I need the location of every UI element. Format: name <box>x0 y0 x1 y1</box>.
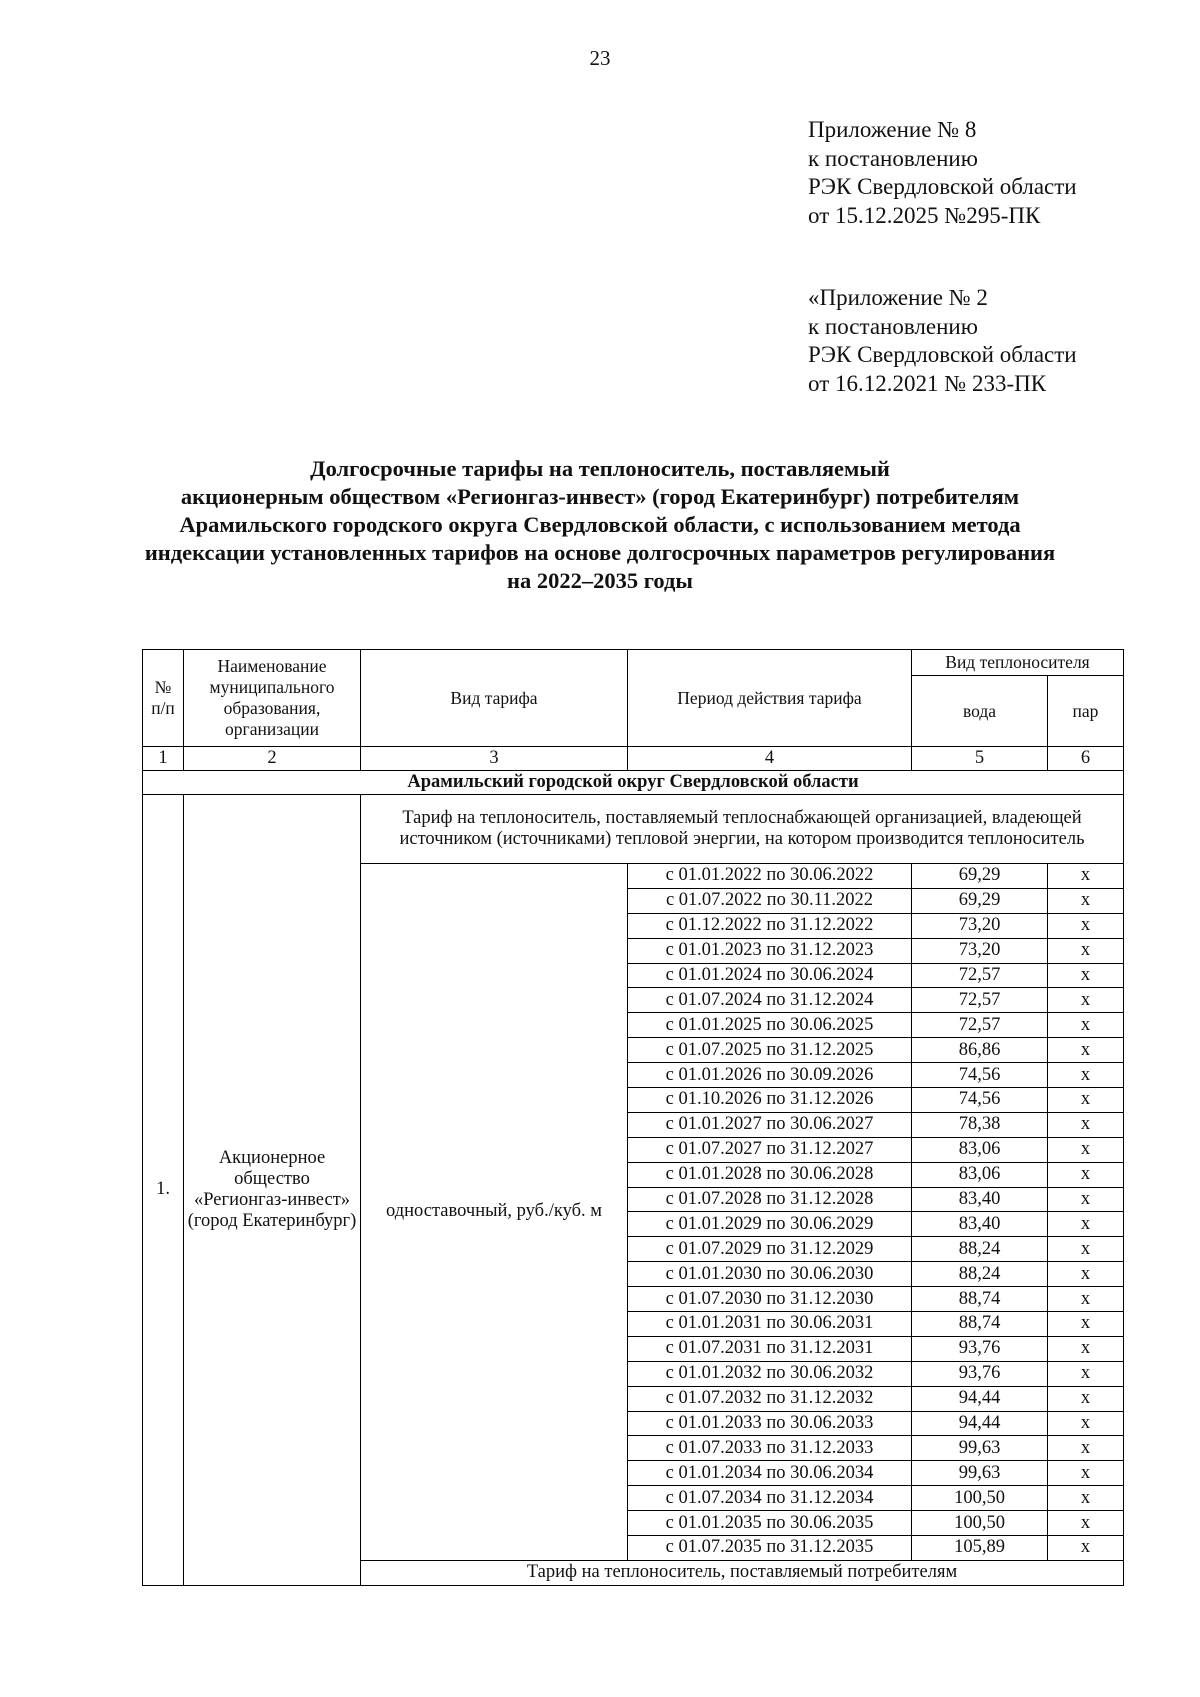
period-cell: с 01.12.2022 по 31.12.2022 <box>628 913 912 938</box>
period-cell: с 01.01.2033 по 30.06.2033 <box>628 1411 912 1436</box>
period-cell: с 01.07.2028 по 31.12.2028 <box>628 1187 912 1212</box>
water-cell: 88,24 <box>912 1262 1048 1287</box>
water-cell: 88,74 <box>912 1287 1048 1312</box>
section-row <box>143 771 1124 795</box>
water-cell: 83,40 <box>912 1212 1048 1237</box>
water-cell: 73,20 <box>912 938 1048 963</box>
period-cell: с 01.07.2032 по 31.12.2032 <box>628 1386 912 1411</box>
header-name: Наименование муниципального образования, организации <box>184 650 361 747</box>
period-cell: с 01.01.2025 по 30.06.2025 <box>628 1013 912 1038</box>
title-line: Долгосрочные тарифы на теплоноситель, поставляемый <box>310 456 890 481</box>
water-cell: 94,44 <box>912 1411 1048 1436</box>
header-tariff-type: Вид тарифа <box>361 650 628 747</box>
water-cell: 74,56 <box>912 1063 1048 1088</box>
water-cell: 83,06 <box>912 1137 1048 1162</box>
appendix-line: от 15.12.2025 №295-ПК <box>808 202 1041 228</box>
steam-cell: х <box>1048 1536 1124 1561</box>
steam-cell: х <box>1048 1013 1124 1038</box>
steam-cell: х <box>1048 963 1124 988</box>
steam-cell: х <box>1048 1361 1124 1386</box>
appendix-reference-new <box>808 116 1077 230</box>
tariff-table <box>142 649 1124 1586</box>
period-cell: с 01.01.2024 по 30.06.2024 <box>628 963 912 988</box>
period-cell: с 01.01.2030 по 30.06.2030 <box>628 1262 912 1287</box>
steam-cell: х <box>1048 1187 1124 1212</box>
period-cell: с 01.01.2029 по 30.06.2029 <box>628 1212 912 1237</box>
steam-cell: х <box>1048 1336 1124 1361</box>
tariff-type-cell: одноставочный, руб./куб. м <box>361 864 628 1561</box>
header-period: Период действия тарифа <box>628 650 912 747</box>
header-num: № п/п <box>143 650 184 747</box>
period-cell: с 01.07.2027 по 31.12.2027 <box>628 1137 912 1162</box>
period-cell: с 01.07.2033 по 31.12.2033 <box>628 1436 912 1461</box>
water-cell: 88,74 <box>912 1312 1048 1337</box>
column-number: 1 <box>143 747 184 771</box>
steam-cell: х <box>1048 1112 1124 1137</box>
steam-cell: х <box>1048 1162 1124 1187</box>
header-steam: пар <box>1048 676 1124 747</box>
water-cell: 99,63 <box>912 1461 1048 1486</box>
water-cell: 100,50 <box>912 1511 1048 1536</box>
title-line: индексации установленных тарифов на основе долгосрочных параметров регулирования <box>144 540 1056 565</box>
steam-cell: х <box>1048 1436 1124 1461</box>
water-cell: 72,57 <box>912 963 1048 988</box>
water-cell: 83,40 <box>912 1187 1048 1212</box>
tariff-group-title: Тариф на теплоноситель, поставляемый потребителям <box>361 1560 1124 1585</box>
period-cell: с 01.01.2027 по 30.06.2027 <box>628 1112 912 1137</box>
period-cell: с 01.07.2025 по 31.12.2025 <box>628 1038 912 1063</box>
water-cell: 100,50 <box>912 1486 1048 1511</box>
steam-cell: х <box>1048 1063 1124 1088</box>
header-carrier: Вид теплоносителя <box>912 650 1124 676</box>
period-cell: с 01.01.2031 по 30.06.2031 <box>628 1312 912 1337</box>
column-number: 6 <box>1048 747 1124 771</box>
steam-cell: х <box>1048 1411 1124 1436</box>
period-cell: с 01.07.2035 по 31.12.2035 <box>628 1536 912 1561</box>
water-cell: 93,76 <box>912 1361 1048 1386</box>
water-cell: 72,57 <box>912 988 1048 1013</box>
water-cell: 73,20 <box>912 913 1048 938</box>
column-number: 4 <box>628 747 912 771</box>
period-cell: с 01.01.2035 по 30.06.2035 <box>628 1511 912 1536</box>
steam-cell: х <box>1048 1237 1124 1262</box>
period-cell: с 01.07.2031 по 31.12.2031 <box>628 1336 912 1361</box>
steam-cell: х <box>1048 1088 1124 1113</box>
steam-cell: х <box>1048 1461 1124 1486</box>
document-title <box>100 455 1100 595</box>
period-cell: с 01.10.2026 по 31.12.2026 <box>628 1088 912 1113</box>
title-line: на 2022–2035 годы <box>507 568 693 593</box>
period-cell: с 01.07.2022 по 30.11.2022 <box>628 888 912 913</box>
water-cell: 88,24 <box>912 1237 1048 1262</box>
group-row <box>143 795 1124 864</box>
water-cell: 69,29 <box>912 864 1048 889</box>
title-line: Арамильского городского округа Свердловской области, с использованием метода <box>179 512 1021 537</box>
column-number-row <box>143 747 1124 771</box>
appendix-line: РЭК Свердловской области <box>808 174 1077 199</box>
tariff-group-title: Тариф на теплоноситель, поставляемый теплоснабжающей организацией, владеющей источником (источниками) тепловой энергии, на котором производится теплоноситель <box>361 795 1124 864</box>
steam-cell: х <box>1048 1262 1124 1287</box>
org-name: Акционерное общество «Регионгаз-инвест» (город Екатеринбург) <box>184 795 361 1586</box>
title-line: акционерным обществом «Регионгаз-инвест» (город Екатеринбург) потребителям <box>180 484 1020 509</box>
appendix-line: к постановлению <box>808 145 978 171</box>
steam-cell: х <box>1048 938 1124 963</box>
header-row <box>143 650 1124 676</box>
steam-cell: х <box>1048 864 1124 889</box>
appendix-line: «Приложение № 2 <box>808 285 988 310</box>
water-cell: 105,89 <box>912 1536 1048 1561</box>
appendix-line: РЭК Свердловской области <box>808 342 1077 367</box>
period-cell: с 01.07.2034 по 31.12.2034 <box>628 1486 912 1511</box>
column-number: 3 <box>361 747 628 771</box>
period-cell: с 01.01.2028 по 30.06.2028 <box>628 1162 912 1187</box>
steam-cell: х <box>1048 913 1124 938</box>
steam-cell: х <box>1048 1486 1124 1511</box>
period-cell: с 01.01.2032 по 30.06.2032 <box>628 1361 912 1386</box>
period-cell: с 01.01.2022 по 30.06.2022 <box>628 864 912 889</box>
period-cell: с 01.07.2024 по 31.12.2024 <box>628 988 912 1013</box>
water-cell: 86,86 <box>912 1038 1048 1063</box>
appendix-reference-old <box>808 284 1077 398</box>
steam-cell: х <box>1048 988 1124 1013</box>
water-cell: 83,06 <box>912 1162 1048 1187</box>
period-cell: с 01.07.2029 по 31.12.2029 <box>628 1237 912 1262</box>
steam-cell: х <box>1048 1038 1124 1063</box>
appendix-line: к постановлению <box>808 313 978 339</box>
header-water: вода <box>912 676 1048 747</box>
section-title: Арамильский городской округ Свердловской области <box>143 771 1124 795</box>
steam-cell: х <box>1048 1137 1124 1162</box>
water-cell: 78,38 <box>912 1112 1048 1137</box>
water-cell: 69,29 <box>912 888 1048 913</box>
water-cell: 99,63 <box>912 1436 1048 1461</box>
water-cell: 74,56 <box>912 1088 1048 1113</box>
column-number: 5 <box>912 747 1048 771</box>
steam-cell: х <box>1048 1212 1124 1237</box>
org-number: 1. <box>143 795 184 1586</box>
steam-cell: х <box>1048 1287 1124 1312</box>
steam-cell: х <box>1048 1312 1124 1337</box>
water-cell: 94,44 <box>912 1386 1048 1411</box>
steam-cell: х <box>1048 1386 1124 1411</box>
steam-cell: х <box>1048 1511 1124 1536</box>
water-cell: 93,76 <box>912 1336 1048 1361</box>
column-number: 2 <box>184 747 361 771</box>
page-number: 23 <box>589 46 611 70</box>
steam-cell: х <box>1048 888 1124 913</box>
period-cell: с 01.01.2023 по 31.12.2023 <box>628 938 912 963</box>
appendix-line: от 16.12.2021 № 233-ПК <box>808 370 1047 396</box>
period-cell: с 01.01.2034 по 30.06.2034 <box>628 1461 912 1486</box>
period-cell: с 01.01.2026 по 30.09.2026 <box>628 1063 912 1088</box>
water-cell: 72,57 <box>912 1013 1048 1038</box>
period-cell: с 01.07.2030 по 31.12.2030 <box>628 1287 912 1312</box>
appendix-line: Приложение № 8 <box>808 117 977 142</box>
